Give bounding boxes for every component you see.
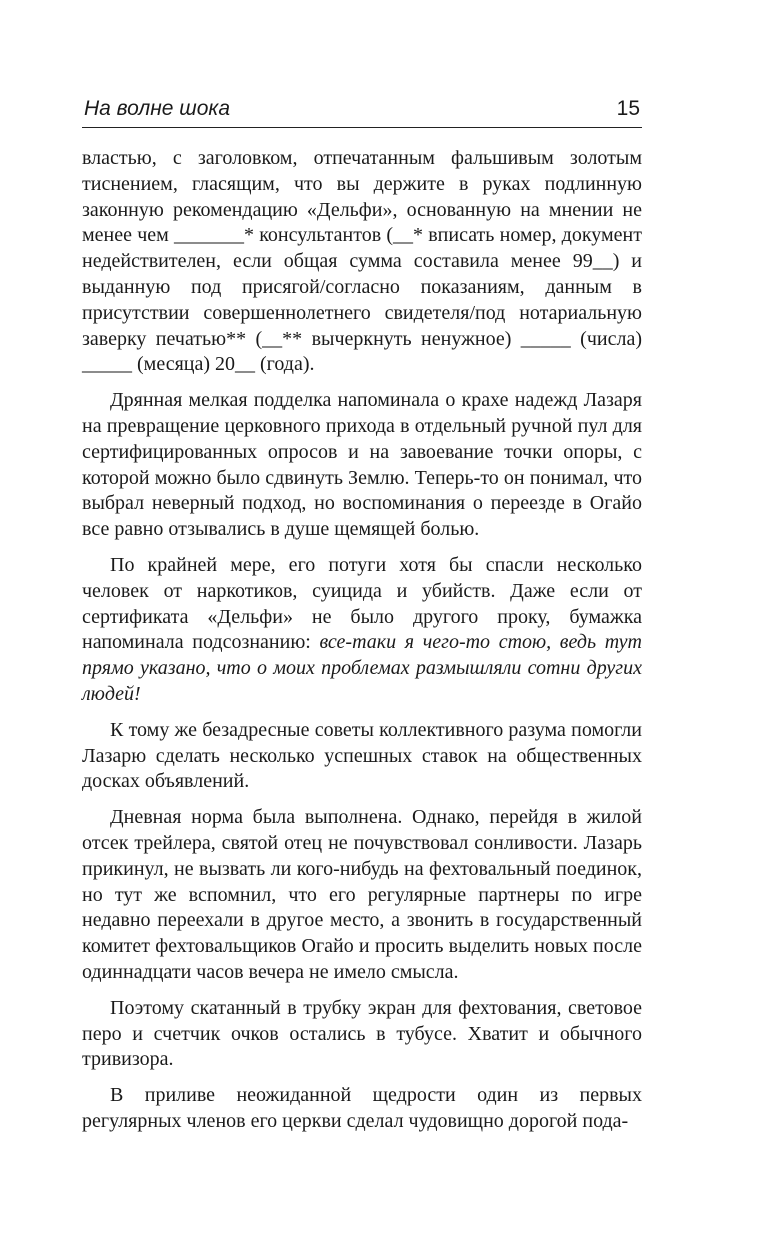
paragraph	[82, 996, 642, 1073]
paragraph-text: В приливе неожиданной щедрости один из первых регулярных членов его церкви сделал чудовищно дорогой пода-	[82, 1084, 642, 1132]
chapter-title: На волне шока	[84, 97, 231, 120]
paragraph	[82, 805, 642, 986]
paragraph	[82, 553, 642, 708]
page-number: 15	[616, 97, 640, 120]
paragraph	[82, 1083, 642, 1135]
paragraph-text: Поэтому скатанный в трубку экран для фехтования, световое перо и счетчик очков остались в тубусе. Хватит и обычного тривизора.	[82, 996, 642, 1071]
paragraph-text: Дневная норма была выполнена. Однако, перейдя в жилой отсек трейлера, святой отец не почувствовал сонливости. Лазарь прикинул, не вызвать ли кого-нибудь на фехтовальный поединок, но тут же вспомнил, что его регулярные партнеры по игре недавно переехали в другое место, а звонить в государственный комитет фехтовальщиков Огайо и просить выделить новых после одиннадцати часов вечера не имело смысла.	[82, 806, 642, 983]
paragraph-text: Дрянная мелкая подделка напоминала о крахе надежд Лазаря на превращение церковного прихода в отдельный ручной пул для сертифицированных опросов и на завоевание точки опоры, с которой можно было сдвинуть Землю. Теперь-то он понимал, что выбрал неверный подход, но воспоминания о переезде в Огайо все равно отзывались в душе щемящей болью.	[82, 389, 642, 541]
book-page	[82, 0, 642, 1240]
paragraph-text: властью, с заголовком, отпечатанным фальшивым золотым тиснением, гласящим, что вы держите в руках подлинную законную рекомендацию «Дельфи», основанную на мнении не менее чем _______* консультантов (__* вписать номер, документ недействителен, если общая сумма составила менее 99__) и выданную под присягой/согласно показаниям, данным в присутствии совершеннолетнего свидетеля/под нотариальную заверку печатью** (__** вычеркнуть ненужное) _____ (числа) _____ (месяца) 20__ (года).	[82, 147, 642, 376]
paragraph-text: К тому же безадресные советы коллективного разума помогли Лазарю сделать несколько успешных ставок на общественных досках объявлений.	[82, 718, 642, 793]
running-header	[82, 93, 642, 128]
paragraph-text: По крайней мере, его потуги хотя бы спасли несколько человек от наркотиков, суицида и убийств. Даже если от сертификата «Дельфи» не было другого проку, бумажка напоминала подсознанию:	[82, 553, 642, 654]
paragraph	[82, 388, 642, 543]
paragraph-italic-text: все-таки я чего-то стою, ведь тут прямо указано, что о моих проблемах размышляли сотни других людей!	[82, 631, 642, 705]
body-text	[82, 146, 642, 1145]
paragraph	[82, 718, 642, 795]
paragraph	[82, 146, 642, 378]
